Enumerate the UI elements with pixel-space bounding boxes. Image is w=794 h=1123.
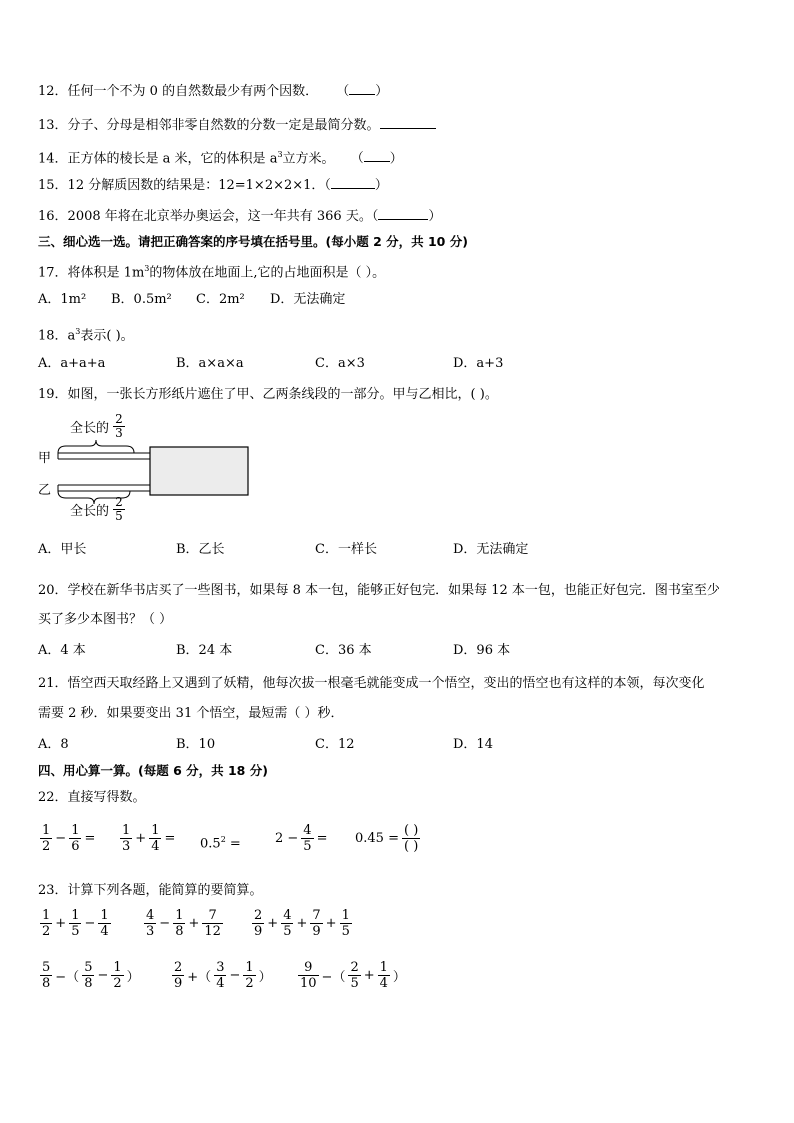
question-20-line2: 买了多少本图书？（ ） <box>38 612 173 627</box>
top-fraction-caption: 全长的 $\frac{2}{3}$ <box>70 412 123 440</box>
option-b[interactable]: B．24 本 <box>176 643 233 658</box>
fraction <box>301 823 313 854</box>
question-12: 12．任何一个不为 0 的自然数最少有两个因数． （ ） <box>38 84 389 99</box>
answer-blank[interactable] <box>349 82 375 95</box>
option-a[interactable]: A．a+a+a <box>38 356 106 371</box>
fraction-denominator: 8 <box>42 976 51 991</box>
fraction-numerator: 1 <box>122 823 131 838</box>
fraction <box>113 413 125 440</box>
option-c[interactable]: C．一样长 <box>315 542 377 557</box>
fraction-numerator: 5 <box>84 960 93 975</box>
fraction <box>98 908 110 939</box>
fraction-denominator: 5 <box>71 924 80 939</box>
fraction-denominator: 3 <box>115 426 123 440</box>
fraction-numerator: 2 <box>350 960 359 975</box>
fraction-denominator: 5 <box>303 839 312 854</box>
fraction-numerator: 3 <box>216 960 225 975</box>
answer-blank[interactable] <box>380 116 436 129</box>
fraction-denominator: 8 <box>84 976 93 991</box>
fraction <box>214 960 226 991</box>
question-18-options <box>38 355 758 373</box>
question-22-stem: 22．直接写得数。 <box>38 790 146 805</box>
math-operator: 2 − <box>275 831 299 846</box>
option-c[interactable]: C．36 本 <box>315 643 372 658</box>
fraction-numerator: 1 <box>71 908 80 923</box>
q22-expression-5 <box>352 823 420 854</box>
fraction <box>378 960 390 991</box>
fraction-denominator: 12 <box>204 924 221 939</box>
math-operator: − <box>229 968 241 983</box>
option-d[interactable]: D．96 本 <box>453 643 511 658</box>
question-17-options <box>38 291 758 309</box>
math-operator: = <box>84 831 96 846</box>
fraction <box>40 908 52 939</box>
fraction-numerator: 2 <box>174 960 183 975</box>
fraction <box>144 908 156 939</box>
fraction-denominator: 4 <box>151 839 160 854</box>
math-operator: 0.45 = <box>355 831 399 846</box>
fraction-numerator: 9 <box>298 960 319 976</box>
fraction-denominator: 4 <box>216 976 225 991</box>
math-operator: ） <box>126 970 140 985</box>
label-yi: 乙 <box>38 483 52 498</box>
fraction <box>120 823 132 854</box>
option-a[interactable]: A．甲长 <box>38 542 87 557</box>
fraction-numerator: 4 <box>283 908 292 923</box>
math-operator: +（ <box>187 970 212 985</box>
fraction-denominator: 9 <box>312 924 321 939</box>
math-operator: − <box>97 968 109 983</box>
fraction-denominator: 9 <box>174 976 183 991</box>
label-jia: 甲 <box>38 451 52 466</box>
option-a[interactable]: A．4 本 <box>38 643 86 658</box>
fraction-denominator: 5 <box>350 976 359 991</box>
fraction-numerator: 2 <box>115 412 123 426</box>
fraction <box>40 823 52 854</box>
option-b[interactable]: B．a×a×a <box>176 356 244 371</box>
section-4-heading: 四、用心算一算。(每题 6 分，共 18 分) <box>38 763 268 778</box>
fraction-numerator: 1 <box>245 960 254 975</box>
fraction-numerator: 1 <box>151 823 160 838</box>
fraction-numerator: 7 <box>312 908 321 923</box>
math-operator: = <box>316 831 328 846</box>
fraction <box>340 908 352 939</box>
fraction-numerator: 1 <box>71 823 80 838</box>
fraction-numerator: 4 <box>146 908 155 923</box>
section-3-heading: 三、细心选一选。请把正确答案的序号填在括号里。(每小题 2 分，共 10 分) <box>38 234 468 249</box>
fraction-numerator: 1 <box>341 908 350 923</box>
option-b[interactable]: B．0.5m² <box>111 292 172 307</box>
option-d[interactable]: D．无法确定 <box>453 542 529 557</box>
q23-expression-2 <box>144 908 223 939</box>
fraction-numerator: 4 <box>303 823 312 838</box>
fraction-denominator: 3 <box>122 839 131 854</box>
fraction-denominator: 6 <box>71 839 80 854</box>
question-16: 16．2008 年将在北京举办奥运会，这一年共有 366 天。（ ） <box>38 209 442 224</box>
math-operator: + <box>296 916 308 931</box>
fraction-denominator: 5 <box>115 509 123 523</box>
question-14: 14．正方体的棱长是 a 米，它的体积是 $a^3$立方米。 （ ） <box>38 150 403 167</box>
math-operator: + <box>267 916 279 931</box>
q12-text: 12．任何一个不为 0 的自然数最少有两个因数． <box>38 84 319 99</box>
covering-paper <box>150 447 248 495</box>
question-19-stem: 19．如图，一张长方形纸片遮住了甲、乙两条线段的一部分。甲与乙相比，( )。 <box>38 387 498 402</box>
fraction-numerator: 1 <box>175 908 184 923</box>
fraction-denominator: 2 <box>42 839 51 854</box>
math-operator: −（ <box>55 970 80 985</box>
math-operator: − <box>84 916 96 931</box>
fraction <box>113 496 125 523</box>
question-19-options <box>38 541 758 559</box>
q22-expression-4 <box>272 823 330 854</box>
option-a[interactable]: A．8 <box>38 737 69 752</box>
fraction <box>252 908 264 939</box>
math-operator: + <box>188 916 200 931</box>
math-operator: + <box>135 831 147 846</box>
fraction <box>310 908 322 939</box>
fraction <box>69 908 81 939</box>
fraction <box>348 960 360 991</box>
option-a[interactable]: A．1m² <box>38 292 87 307</box>
answer-denominator[interactable]: ( ) <box>403 839 419 854</box>
option-b[interactable]: B．乙长 <box>176 542 225 557</box>
q22-expression-2 <box>120 823 178 854</box>
math-operator: 2 <box>220 835 226 844</box>
fraction <box>202 908 223 939</box>
answer-blank[interactable] <box>378 207 428 220</box>
question-20-options <box>38 642 758 660</box>
fraction-numerator: 2 <box>115 495 123 509</box>
fraction-numerator: 5 <box>42 960 51 975</box>
q23-expression-5 <box>172 960 275 991</box>
fraction-numerator: 1 <box>113 960 122 975</box>
fraction-numerator: 1 <box>42 823 51 838</box>
fraction-numerator: 1 <box>42 908 51 923</box>
fraction-denominator: 4 <box>379 976 388 991</box>
question-18-stem: 18．$a^3$表示( )。 <box>38 327 134 344</box>
question-17-stem: 17．将体积是 $1m^3$的物体放在地面上,它的占地面积是（ ）。 <box>38 264 386 281</box>
answer-blank[interactable] <box>364 149 390 162</box>
question-15: 15．12 分解质因数的结果是：12=1×2×2×1．（ ） <box>38 178 388 193</box>
fraction-denominator: 5 <box>341 924 350 939</box>
fraction <box>281 908 293 939</box>
math-operator: = <box>164 831 176 846</box>
option-c[interactable]: C．a×3 <box>315 356 365 371</box>
fraction-numerator: 1 <box>379 960 388 975</box>
fraction <box>402 823 420 854</box>
math-operator: −（ <box>321 970 346 985</box>
fraction-denominator: 2 <box>245 976 254 991</box>
q23-expression-4 <box>40 960 143 991</box>
fraction-denominator: 2 <box>113 976 122 991</box>
fraction <box>40 960 52 991</box>
math-operator: + <box>325 916 337 931</box>
q23-expression-1 <box>40 908 111 939</box>
option-c[interactable]: C．12 <box>315 737 355 752</box>
question-21-line2: 需要 2 秒．如果要变出 31 个悟空，最短需（ ）秒． <box>38 706 344 721</box>
q22-expression-1 <box>40 823 98 854</box>
question-23-stem: 23．计算下列各题，能简算的要简算。 <box>38 883 263 898</box>
fraction-numerator: 7 <box>202 908 223 924</box>
fraction-denominator: 2 <box>42 924 51 939</box>
question-21-options <box>38 736 758 754</box>
math-operator: − <box>159 916 171 931</box>
fraction <box>149 823 161 854</box>
fraction-denominator: 4 <box>100 924 109 939</box>
answer-blank[interactable] <box>331 176 375 189</box>
answer-numerator[interactable]: ( ) <box>403 823 419 838</box>
fraction-denominator: 8 <box>175 924 184 939</box>
math-operator: − <box>55 831 67 846</box>
q23-expression-6 <box>298 960 409 991</box>
fraction-denominator: 5 <box>283 924 292 939</box>
option-d[interactable]: D．a+3 <box>453 356 504 371</box>
question-13 <box>38 116 436 135</box>
fraction <box>82 960 94 991</box>
option-d[interactable]: D．无法确定 <box>270 292 346 307</box>
bottom-fraction-caption: 全长的 $\frac{2}{5}$ <box>70 495 123 523</box>
fraction-denominator: 9 <box>254 924 263 939</box>
q22-expression-3: $0.5^2$ = <box>200 835 241 852</box>
fraction <box>243 960 255 991</box>
q13-text: 13．分子、分母是相邻非零自然数的分数一定是最简分数。 <box>38 118 380 133</box>
question-21-line1: 21．悟空西天取经路上又遇到了妖精，他每次拔一根毫毛就能变成一个悟空，变出的悟空也有这样的本领，每次变化 <box>38 676 705 691</box>
q23-expression-3 <box>252 908 352 939</box>
fraction-denominator: 10 <box>300 976 317 991</box>
math-operator: + <box>363 968 375 983</box>
segment-figure <box>38 413 258 528</box>
option-c[interactable]: C．2m² <box>196 292 245 307</box>
fraction <box>69 823 81 854</box>
fraction-denominator: 3 <box>146 924 155 939</box>
math-operator: + <box>55 916 67 931</box>
option-b[interactable]: B．10 <box>176 737 216 752</box>
fraction <box>172 960 184 991</box>
option-d[interactable]: D．14 <box>453 737 493 752</box>
fraction <box>298 960 319 991</box>
fraction-numerator: 2 <box>254 908 263 923</box>
fraction <box>111 960 123 991</box>
question-20-line1: 20．学校在新华书店买了一些图书，如果每 8 本一包，能够正好包完．如果每 12 本一包，也能正好包完．图书室至少 <box>38 583 720 598</box>
fraction <box>173 908 185 939</box>
math-operator: ） <box>392 970 406 985</box>
fraction-numerator: 1 <box>100 908 109 923</box>
math-operator: ） <box>258 970 272 985</box>
